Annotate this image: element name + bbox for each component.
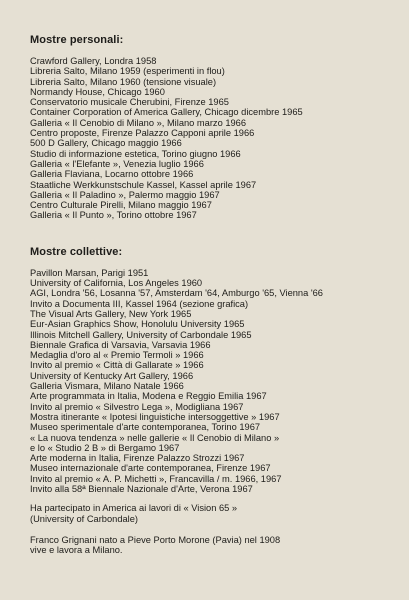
america-note-line: (University of Carbondale) (30, 513, 138, 524)
personal-exhibition-item: 500 D Gallery, Chicago maggio 1966 (30, 138, 182, 149)
personal-exhibition-item: Normandy House, Chicago 1960 (30, 86, 165, 97)
personal-exhibition-item: Centro Culturale Pirelli, Milano maggio 1967 (30, 200, 212, 211)
collective-exhibition-item: Arte moderna in Italia, Firenze Palazzo Strozzi 1967 (30, 453, 245, 464)
personal-exhibition-item: Conservatorio musicale Cherubini, Firenze 1965 (30, 97, 229, 108)
personal-exhibition-item: Studio di informazione estetica, Torino giugno 1966 (30, 148, 241, 159)
collective-exhibition-item: Invito a Documenta III, Kassel 1964 (sezione grafica) (30, 298, 249, 309)
collective-exhibition-item: « La nuova tendenza » nelle gallerie « Il Cenobio di Milano » (30, 432, 280, 443)
collective-exhibition-item: AGI, Londra '56, Losanna '57, Amsterdam '64, Amburgo '65, Vienna '66 (30, 288, 323, 299)
america-note (30, 503, 402, 524)
collective-exhibitions-title: Mostre collettive: (30, 245, 123, 258)
america-note-line: Ha partecipato in America ai lavori di « Vision 65 » (30, 503, 238, 514)
collective-exhibition-item: Invito al premio « Silvestro Lega », Modigliana 1967 (30, 401, 244, 412)
personal-exhibition-item: Container Corporation of America Gallery, Chicago dicembre 1965 (30, 107, 303, 118)
collective-exhibition-item: Invito al premio « A. P. Michetti », Francavilla / m. 1966, 1967 (30, 473, 282, 484)
collective-exhibition-item: The Visual Arts Gallery, New York 1965 (30, 308, 192, 319)
biography-note-line: vive e lavora a Milano. (30, 545, 123, 556)
collective-exhibition-item: Eur-Asian Graphics Show, Honolulu University 1965 (30, 319, 245, 330)
personal-exhibition-item: Galleria Flaviana, Locarno ottobre 1966 (30, 169, 194, 180)
collective-exhibition-item: University of Kentucky Art Gallery, 1966 (30, 370, 194, 381)
personal-exhibition-item: Crawford Gallery, Londra 1958 (30, 56, 157, 66)
collective-exhibition-item: Galleria Vismara, Milano Natale 1966 (30, 381, 184, 392)
collective-exhibition-item: Invito al premio « Città di Gallarate » 1966 (30, 360, 204, 371)
collective-exhibition-item: Invito alla 58ª Biennale Nazionale d'Arte, Verona 1967 (30, 483, 253, 494)
collective-exhibition-item: Mostra itinerante « Ipotesi linguistiche intersoggettive » 1967 (30, 411, 280, 422)
personal-exhibitions-list (30, 56, 402, 221)
collective-exhibition-item: University of California, Los Angeles 1960 (30, 278, 203, 289)
personal-exhibition-item: Galleria « Il Cenobio di Milano », Milano marzo 1966 (30, 117, 247, 128)
page-content (30, 33, 402, 555)
collective-exhibition-item: Pavillon Marsan, Parigi 1951 (30, 267, 149, 278)
collective-exhibition-item: Museo sperimentale d'arte contemporanea, Torino 1967 (30, 422, 261, 433)
personal-exhibition-item: Staatliche Werkkunstschule Kassel, Kassel aprile 1967 (30, 179, 257, 190)
biography-note (30, 535, 402, 556)
collective-exhibition-item: Arte programmata in Italia, Modena e Reggio Emilia 1967 (30, 391, 267, 402)
biography-note-line: Franco Grignani nato a Pieve Porto Morone (Pavia) nel 1908 (30, 534, 281, 545)
collective-exhibition-item: Illinois Mitchell Gallery, University of Carbondale 1965 (30, 329, 252, 340)
personal-exhibitions-title: Mostre personali: (30, 34, 124, 46)
personal-exhibition-item: Libreria Salto, Milano 1959 (esperimenti in flou) (30, 66, 225, 77)
personal-exhibition-item: Galleria « l'Elefante », Venezia luglio 1966 (30, 158, 204, 169)
personal-exhibition-item: Libreria Salto, Milano 1960 (tensione visuale) (30, 76, 217, 87)
collective-exhibitions-list (30, 268, 402, 495)
personal-exhibition-item: Galleria « Il Punto », Torino ottobre 1967 (30, 210, 197, 221)
collective-exhibition-item: Biennale Grafica di Varsavia, Varsavia 1966 (30, 339, 211, 350)
personal-exhibition-item: Centro proposte, Firenze Palazzo Capponi aprile 1966 (30, 128, 255, 139)
collective-exhibition-item: e lo « Studio 2 B » di Bergamo 1967 (30, 442, 180, 453)
personal-exhibition-item: Galleria « Il Paladino », Palermo maggio 1967 (30, 189, 220, 200)
collective-exhibition-item: Medaglia d'oro al « Premio Termoli » 1966 (30, 350, 204, 361)
collective-exhibition-item: Museo internazionale d'arte contemporanea, Firenze 1967 (30, 463, 271, 474)
